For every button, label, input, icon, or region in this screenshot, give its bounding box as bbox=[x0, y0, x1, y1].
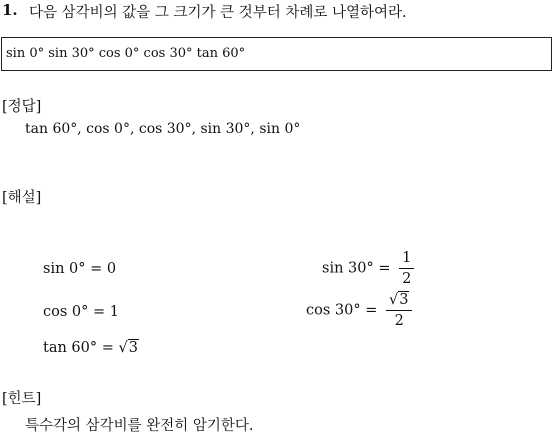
fraction-denominator: 2 bbox=[394, 313, 404, 329]
eq-cos0: cos 0° = 1 bbox=[43, 304, 119, 320]
fraction-denominator: 2 bbox=[402, 271, 412, 287]
fraction-one-half bbox=[399, 249, 414, 288]
hint-label: [힌트] bbox=[2, 391, 42, 407]
answer-label: [정답] bbox=[2, 99, 42, 115]
radicand: 3 bbox=[128, 340, 138, 356]
eq-sin30-prefix: sin 30° = bbox=[322, 260, 391, 277]
question-number: 1. bbox=[2, 1, 18, 19]
answer-text: tan 60°, cos 0°, cos 30°, sin 30°, sin 0° bbox=[25, 121, 301, 137]
eq-tan60-prefix: tan 60° = bbox=[43, 340, 114, 356]
hint-text: 특수각의 삼각비를 완전히 암기한다. bbox=[25, 418, 254, 434]
fraction-numerator: 1 bbox=[399, 249, 414, 269]
eq-sin30 bbox=[322, 249, 414, 288]
eq-tan60 bbox=[43, 340, 139, 356]
expression-list: sin 0° sin 30° cos 0° cos 30° tan 60° bbox=[6, 46, 246, 61]
eq-sin0: sin 0° = 0 bbox=[43, 261, 117, 277]
eq-cos30 bbox=[306, 291, 412, 330]
question-text: 다음 삼각비의 값을 그 크기가 큰 것부터 차례로 나열하여라. bbox=[29, 5, 407, 21]
fraction-numerator bbox=[386, 291, 412, 311]
radical: √3 bbox=[118, 340, 138, 356]
radical: √3 bbox=[388, 292, 409, 308]
radicand: 3 bbox=[399, 292, 409, 308]
explanation-label: [해설] bbox=[2, 190, 42, 206]
fraction-sqrt3-over-2 bbox=[386, 291, 412, 330]
eq-cos30-prefix: cos 30° = bbox=[306, 302, 378, 319]
